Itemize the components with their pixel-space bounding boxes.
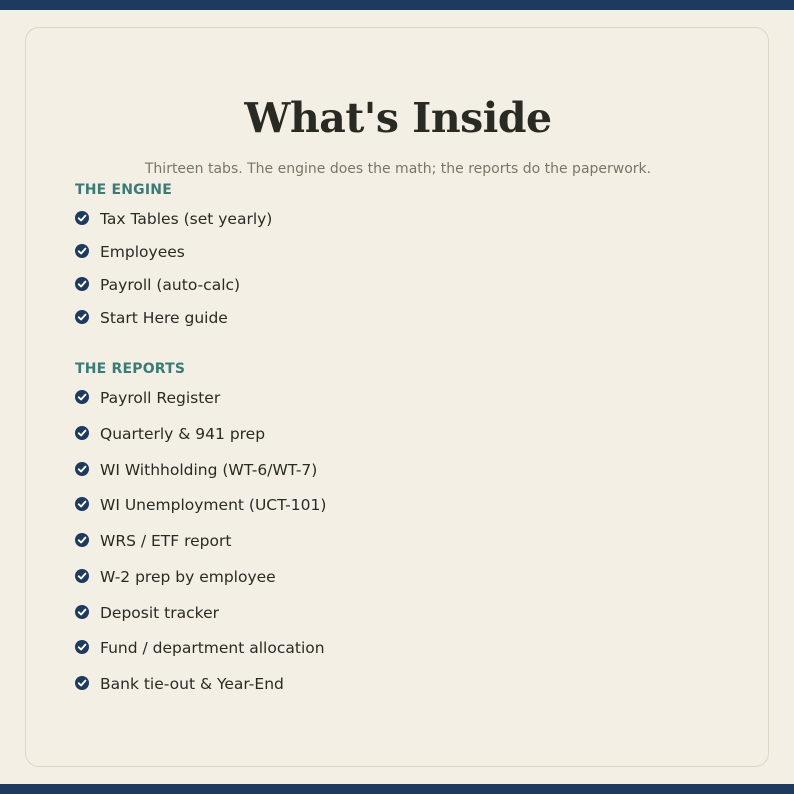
engine-section-heading: THE ENGINE	[75, 182, 172, 198]
reports-item-label: Deposit tracker	[100, 604, 219, 622]
check-circle-icon	[75, 310, 89, 324]
check-circle-icon	[75, 533, 89, 547]
engine-item-label: Employees	[100, 243, 185, 261]
reports-item-label: WI Unemployment (UCT-101)	[100, 496, 327, 514]
reports-item-label: W-2 prep by employee	[100, 568, 276, 586]
page-subtitle: Thirteen tabs. The engine does the math; the reports do the paperwork.	[144, 161, 652, 177]
reports-item-label: Quarterly & 941 prep	[100, 425, 266, 443]
engine-item-label: Payroll (auto-calc)	[100, 276, 241, 294]
check-circle-icon	[75, 569, 89, 583]
check-circle-icon	[75, 462, 89, 476]
contents-card	[25, 27, 769, 767]
reports-item-label: WRS / ETF report	[100, 532, 232, 550]
engine-item-label: Tax Tables (set yearly)	[100, 210, 273, 228]
reports-section-heading: THE REPORTS	[75, 361, 186, 377]
check-circle-icon	[75, 497, 89, 511]
engine-item-label: Start Here guide	[100, 309, 228, 327]
check-circle-icon	[75, 640, 89, 654]
reports-item-label: WI Withholding (WT-6/WT-7)	[100, 461, 318, 479]
check-circle-icon	[75, 211, 89, 225]
reports-item-label: Fund / department allocation	[100, 639, 325, 657]
check-circle-icon	[75, 390, 89, 404]
check-circle-icon	[75, 277, 89, 291]
reports-item-label: Bank tie-out & Year-End	[100, 675, 284, 693]
reports-item-label: Payroll Register	[100, 389, 221, 407]
check-circle-icon	[75, 426, 89, 440]
check-circle-icon	[75, 605, 89, 619]
check-circle-icon	[75, 244, 89, 258]
bottom-accent-bar	[0, 784, 794, 794]
page-title: What's Inside	[244, 94, 552, 142]
top-accent-bar	[0, 0, 794, 10]
check-circle-icon	[75, 676, 89, 690]
